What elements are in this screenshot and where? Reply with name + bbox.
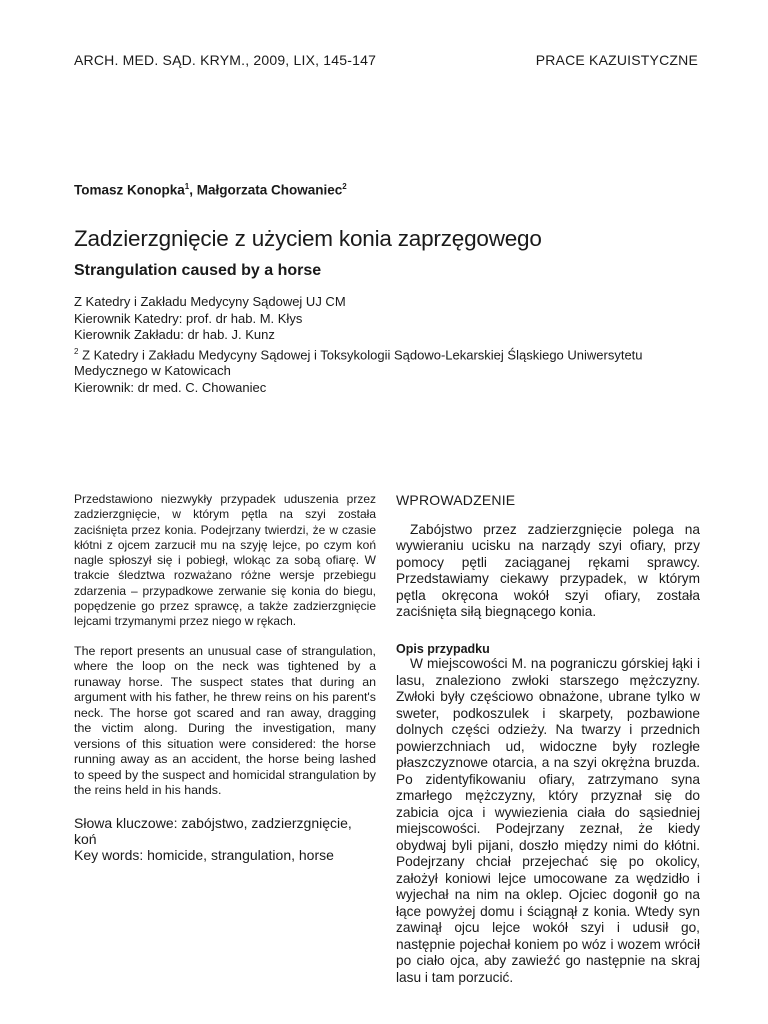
affiliation-text: Z Katedry i Zakładu Medycyny Sądowej i Toksykologii Sądowo-Lekarskiej Śląskiego Uniwersytetu Medycznego w Katowicach bbox=[74, 346, 643, 379]
affiliation-line: Kierownik Zakładu: dr hab. J. Kunz bbox=[74, 327, 275, 342]
paper-title-polish: Zadzierzgnięcie z użyciem konia zaprzęgowego bbox=[74, 226, 542, 251]
keywords-polish: Słowa kluczowe: zabójstwo, zadzierzgnięcie, koń bbox=[74, 814, 352, 847]
affiliation-line: Kierownik Katedry: prof. dr hab. M. Kłys bbox=[74, 310, 303, 326]
affiliations bbox=[74, 294, 700, 396]
author-separator: , bbox=[189, 182, 197, 198]
body-column bbox=[396, 492, 700, 986]
affiliation-line: Kierownik: dr med. C. Chowaniec bbox=[74, 379, 267, 395]
affiliation-mark: 2 bbox=[74, 346, 79, 356]
case-text: W miejscowości M. na pograniczu górskiej łąki i lasu, znaleziono zwłoki starszego mężczyzny. Zwłoki były częściowo obnażone, ubrane tylko w sweter, podkoszulek i skarpety, pozbawione dolnych części odzieży. Na twarzy i przednich powierzchniach ud, widoczne były rozległe płaszczyznowe otarcia, a na szyi okrężna bruzda. Po zidentyfikowaniu ofiary, zatrzymano syna zmarłego mężczyzny, który przyznał się do zabicia ojca i wywiezienia ciała do sąsiedniej miejscowości. Podejrzany zeznał, że kiedy obydwaj byli pijani, doszło między nimi do kłótni. Podejrzany chciał przejechać się po okolicy, założył koniowi lejce umocowane za wędzidło i wyjechał na nim na oklep. Ojciec dogonił go na łące powyżej domu i ściągnął z konia. Wtedy syn zawinął ojcu lejce wokół szyi i udusił go, następnie pojechał koniem po wóz i wozem wrócił po ciało ojca, aby zawieźć go następnie na skraj lasu i tam porzucić. bbox=[396, 656, 700, 985]
section-label: PRACE KAZUISTYCZNE bbox=[535, 52, 698, 68]
author-affiliation-mark: 2 bbox=[342, 182, 347, 191]
journal-citation: ARCH. MED. SĄD. KRYM., 2009, LIX, 145-147 bbox=[74, 52, 377, 68]
keywords-english: Key words: homicide, strangulation, horse bbox=[74, 846, 334, 863]
author-name: Małgorzata Chowaniec bbox=[196, 182, 343, 198]
abstract-english: The report presents an unusual case of strangulation, where the loop on the neck was tightened by a runaway horse. The suspect states that during an argument with his father, he threw reins on his parent's neck. The horse got scared and ran away, dragging the victim along. During the investigation, many versions of this situation were considered: the horse running away as an accident, the horse being lashed to speed by the suspect and homicidal strangulation by the reins held in his hands. bbox=[74, 643, 376, 798]
author-affiliation-mark: 1 bbox=[184, 182, 190, 191]
case-heading: Opis przypadku bbox=[396, 642, 490, 657]
author-list bbox=[74, 182, 347, 198]
keywords bbox=[74, 815, 376, 863]
affiliation-line: Z Katedry i Zakładu Medycyny Sądowej UJ CM bbox=[74, 294, 346, 309]
abstract-polish: Przedstawiono niezwykły przypadek uduszenia przez zadzierzgnięcie, w którym pętla na szyi została zaciśnięta przez konia. Podejrzany twierdzi, że w czasie kłótni z ojcem zarzucił mu na szyję lejce, po czym koń nagle spłoszył się i pobiegł, wlokąc za sobą ofiarę. W trakcie śledztwa rozważano różne wersje przebiegu zdarzenia – przypadkowe zerwanie się konia do biegu, popędzenie go przez sprawcę, a także zadzierzgnięcie lejcami trzymanymi przez niego w rękach. bbox=[74, 492, 376, 629]
paper-title-english: Strangulation caused by a horse bbox=[74, 262, 322, 279]
introduction-heading: WPROWADZENIE bbox=[396, 492, 516, 508]
author-name: Tomasz Konopka bbox=[74, 182, 185, 198]
introduction-text: Zabójstwo przez zadzierzgnięcie polega na wywieraniu ucisku na narządy szyi ofiary, przy pomocy pętli zaciąganej rękami sprawcy. Przedstawiamy ciekawy przypadek, w którym pętla okręcona wokół szyi ofiary, została zaciśnięta siłą biegnącego konia. bbox=[396, 522, 700, 620]
abstract-column bbox=[74, 492, 376, 863]
affiliation-line bbox=[74, 344, 700, 380]
